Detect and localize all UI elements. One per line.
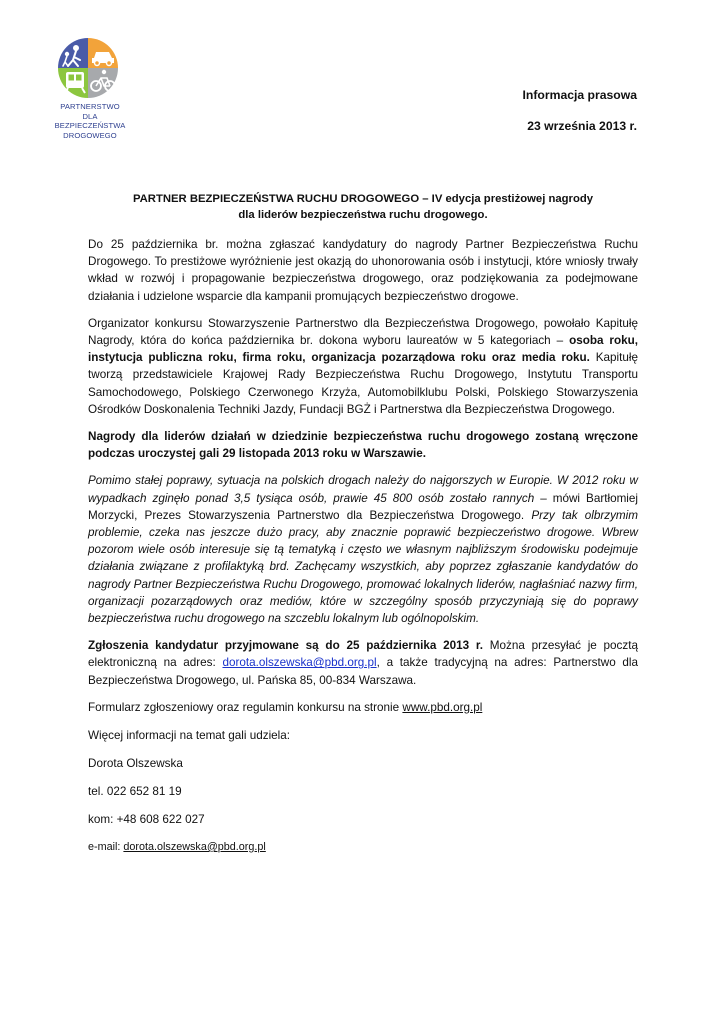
quote-part-1: Pomimo stałej poprawy, sytuacja na polskich drogach należy do najgorszych w Europie. W 2012 roku w wypadkach zginęło ponad 3,5 tysiąca osób, prawie 45 800 osób zostało rannych: [88, 474, 638, 505]
logo-line: DLA: [82, 111, 98, 121]
website-link[interactable]: www.pbd.org.pl: [402, 700, 483, 714]
logo-quadrant-blue: [58, 38, 88, 68]
headline: [88, 191, 638, 223]
chapter-text: Organizator konkursu Stowarzyszenie Partnerstwo dla Bezpieczeństwa Drogowego, powołało Kapitułę Nagrody, która do końca października br. dokona wyboru laureatów w 5 kategoriach –: [88, 316, 638, 348]
contact-phone: tel. 022 652 81 19: [88, 784, 182, 798]
press-date: 23 września 2013 r.: [527, 119, 637, 133]
logo-line: BEZPIECZEŃSTWA: [54, 121, 126, 131]
contact-email-label: e-mail:: [88, 840, 124, 853]
article-body: [88, 236, 638, 867]
logo-line: DROGOWEGO: [63, 130, 117, 140]
award-categories: osoba roku, instytucja publiczna roku, firma roku, organizacja pozarządowa roku oraz media roku.: [88, 334, 638, 365]
quote-part-2: Przy tak olbrzymim problemie, czeka nas jeszcze dużo pracy, aby znacznie poprawić bezpieczeństwo drogowe. Wbrew pozorom wiele osób interesuje się tą tematyką i często we własnym najbliższym środowisku podejmuje działania związane z profilaktyką brd. Zachęcamy wszystkich, aby poprzez zgłaszanie kandydatów do nagrody Partner Bezpieczeństwa Ruchu Drogowego, promować lokalnych liderów, nagłaśniać nazwy firm, organizacji pozarządowych oraz mediów, które w szczególny sposób przyczyniają się do poprawy bezpieczeństwa ruchu drogowego na szczeblu lokalnym lub ogólnopolskim.: [88, 508, 638, 626]
submission-address: , a także tradycyjną na adres: Partnerstwo dla Bezpieczeństwa Drogowego, ul. Pańska 85, 00-834 Warszawa.: [88, 656, 638, 687]
pbd-logo: [50, 36, 130, 140]
paragraph-gala: [88, 428, 638, 462]
logo-line: PARTNERSTWO: [60, 102, 120, 111]
quote-attribution: – mówi Bartłomiej Morzycki, Prezes Stowarzyszenia Partnerstwo dla Bezpieczeństwa Drogowego.: [88, 491, 638, 522]
paragraph-intro: Do 25 października br. można zgłaszać kandydatury do nagrody Partner Bezpieczeństwa Ruchu Drogowego. To prestiżowe wyróżnienie jest okazją do uhonorowania osób i instytucji, które wniosły trwały wkład w rozwój i propagowanie bezpieczeństwa drogowego, oraz podziękowania za podejmowane działania i udzielone wsparcie dla kampanii promujących bezpieczeństwo drogowe.: [88, 238, 638, 303]
paragraph-quote: [88, 472, 638, 627]
submission-text: Można przesyłać je pocztą elektroniczną na adres:: [88, 639, 638, 670]
road-safety-logo-icon: [54, 36, 122, 98]
press-label: Informacja prasowa: [522, 88, 637, 102]
headline-line-1: PARTNER BEZPIECZEŃSTWA RUCHU DROGOWEGO – IV edycja prestiżowej nagrody: [132, 193, 594, 205]
chapter-members: Kapitułę tworzą przedstawiciele Krajowej Rady Bezpieczeństwa Ruchu Drogowego, Instytutu Transportu Samochodowego, Polskiego Czerwonego Krzyża, Automobilklubu Polski, Polskiego Stowarzyszenia Ośrodków Doskonalenia Techniki Jazdy, Fundacji BGŻ i Partnerstwa dla Bezpieczeństwa Drogowego.: [88, 351, 638, 416]
contact-email-link[interactable]: dorota.olszewska@pbd.org.pl: [123, 840, 266, 853]
logo-wordmark: [50, 102, 130, 140]
contact-mobile: kom: +48 608 622 027: [88, 812, 205, 826]
press-header: [523, 88, 637, 133]
paragraph-submissions: [88, 637, 638, 689]
gala-announcement: Nagrody dla liderów działań w dziedzinie bezpieczeństwa ruchu drogowego zostaną wręczone podczas uroczystej gali 29 listopada 2013 roku w Warszawie.: [88, 430, 638, 461]
paragraph-form: [88, 699, 638, 716]
paragraph-chapter: [88, 315, 638, 418]
form-text: Formularz zgłoszeniowy oraz regulamin konkursu na stronie: [88, 700, 403, 714]
contact-name: Dorota Olszewska: [88, 756, 183, 770]
headline-line-2: dla liderów bezpieczeństwa ruchu drogowego.: [238, 209, 488, 221]
paragraph-more-info: Więcej informacji na temat gali udziela:: [88, 728, 291, 742]
submission-email-link[interactable]: dorota.olszewska@pbd.org.pl: [222, 656, 377, 670]
submission-deadline: Zgłoszenia kandydatur przyjmowane są do 25 października 2013 r.: [88, 639, 484, 653]
contact-email: [88, 839, 638, 856]
